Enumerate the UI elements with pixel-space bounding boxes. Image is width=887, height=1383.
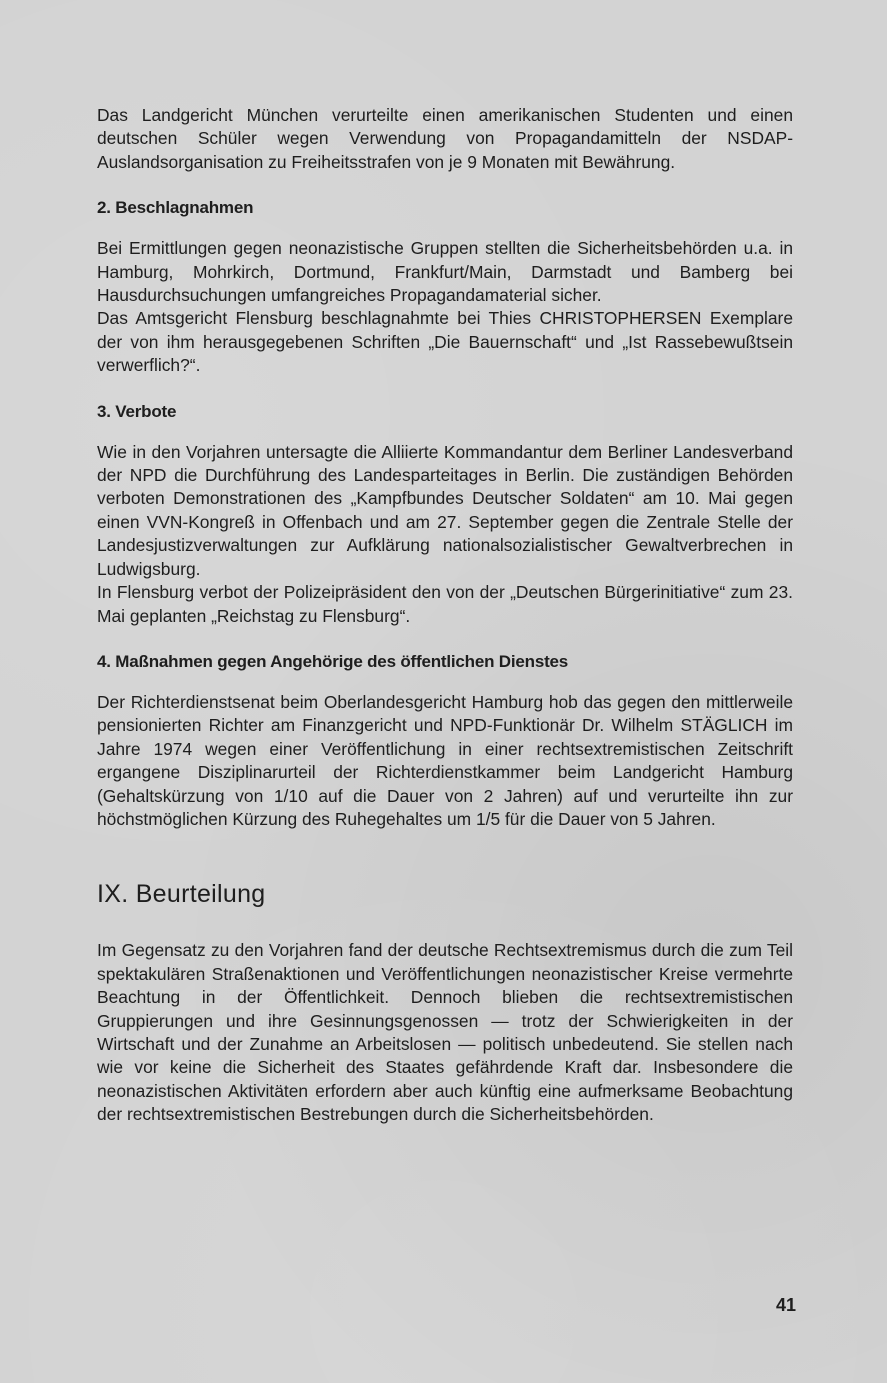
beschlagnahmen-paragraph-2: Das Amtsgericht Flensburg beschlagnahmte bei Thies CHRISTOPHERSEN Exemplare der von ihm herausgegebenen Schriften „Die Bauernschaft“ und „Ist Rassebewußtsein verwerflich?“. — [97, 308, 793, 376]
chapter-heading-beurteilung: IX. Beurteilung — [97, 880, 266, 909]
spacer — [97, 378, 793, 400]
page-number: 41 — [775, 1295, 796, 1315]
beurteilung-paragraph: Im Gegensatz zu den Vorjahren fand der deutsche Rechtsextremismus durch die zum Teil spektakulären Straßenaktionen und Veröffentlichungen neonazistischer Kreise vermehrte Beachtung in der Öffentlichkeit. Dennoch blieben die rechtsextremistischen Gruppierungen und ihre Gesinnungsgenossen — trotz der Schwierigkeiten in der Wirtschaft und der Zunahme an Arbeitslosen — politisch unbedeutend. Sie stellen nach wie vor keine die Sicherheit des Staates gefährdende Kraft dar. Insbesondere die neonazistischen Aktivitäten erfordern aber auch künftig eine aufmerksame Beobachtung der rechtsextremistischen Bestrebungen durch die Sicherheitsbehörden. — [97, 940, 793, 1125]
spacer — [97, 909, 793, 939]
section-heading-verbote: 3. Verbote — [97, 401, 177, 421]
beschlagnahmen-paragraph-1: Bei Ermittlungen gegen neonazistische Gruppen stellten die Sicherheitsbehörden u.a. in Hamburg, Mohrkirch, Dortmund, Frankfurt/Main, Darmstadt und Bamberg bei Hausdurchsuchungen umfangreiches Propagandamaterial sicher. — [97, 238, 793, 306]
spacer — [97, 673, 793, 691]
section-heading-massnahmen: 4. Maßnahmen gegen Angehörige des öffentlichen Dienstes — [97, 651, 569, 671]
massnahmen-paragraph-1: Der Richterdienstsenat beim Oberlandesgericht Hamburg hob das gegen den mittlerweile pensionierten Richter am Finanzgericht und NPD-Funktionär Dr. Wilhelm STÄGLICH im Jahre 1974 wegen einer Veröffentlichung in einer rechtsextremistischen Zeitschrift ergangene Disziplinarurteil der Richterdienstkammer beim Landgericht Hamburg (Gehaltskürzung von 1/10 auf die Dauer von 2 Jahren) auf und verurteilte ihn zur höchstmöglichen Kürzung des Ruhegehaltes um 1/5 für die Dauer von 5 Jahren. — [97, 691, 793, 829]
spacer — [97, 628, 793, 650]
spacer — [97, 219, 793, 237]
page-content — [97, 104, 793, 1127]
spacer — [97, 423, 793, 441]
spacer — [97, 174, 793, 196]
verbote-paragraph-1: Wie in den Vorjahren untersagte die Alliierte Kommandantur dem Berliner Landesverband der NPD die Durchführung des Landesparteitages in Berlin. Die zuständigen Behörden verboten Demonstrationen des „Kampfbundes Deutscher Soldaten“ am 10. Mai gegen einen VVN-Kongreß in Offenbach und am 27. September gegen die Zentrale Stelle der Landesjustizverwaltungen zur Aufklärung nationalsozialistischer Gewaltverbrechen in Ludwigsburg. — [97, 441, 793, 579]
spacer — [97, 831, 793, 879]
verbote-paragraph-2: In Flensburg verbot der Polizeipräsident den von der „Deutschen Bürgerinitiative“ zum 23. Mai geplanten „Reichstag zu Flensburg“. — [97, 582, 793, 626]
intro-paragraph: Das Landgericht München verurteilte einen amerikanischen Studenten und einen deutschen Schüler wegen Verwendung von Propagandamitteln der NSDAP-Auslandsorganisation zu Freiheitsstrafen von je 9 Monaten mit Bewährung. — [97, 105, 793, 172]
section-heading-beschlagnahmen: 2. Beschlagnahmen — [97, 198, 254, 218]
